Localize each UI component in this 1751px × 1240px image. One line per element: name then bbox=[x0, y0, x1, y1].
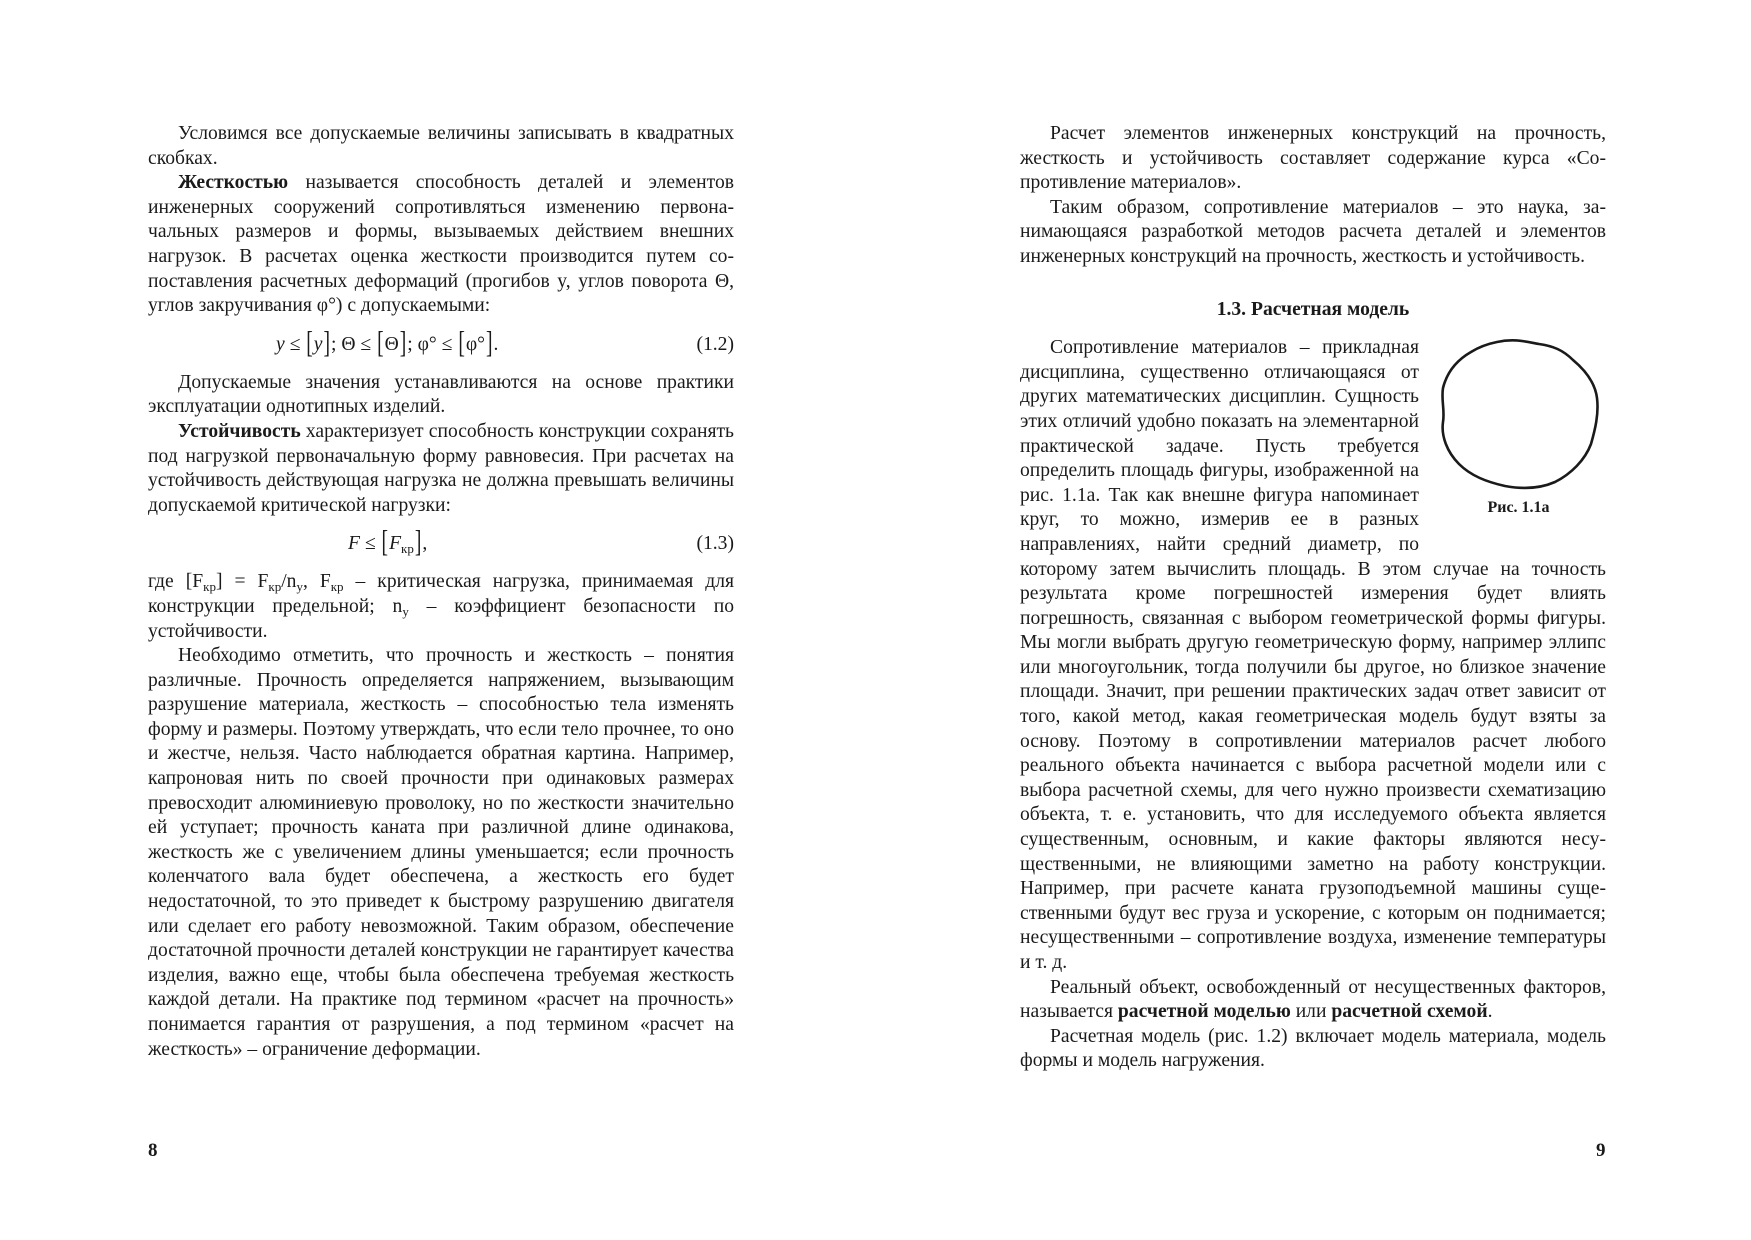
paragraph-strength-vs-stiffness: Необходимо отметить, что прочность и жесткость – понятия различные. Прочность определяется напряжением, вызывающим разрушение материала, жесткость – способностью тела изменять форму и размеры. Поэтому утверждать, что если тело прочнее, то оно и жестче, нельзя. Часто наблюдается обратная картина. Например, капроновая нить по своей прочности при одинаковых размерах превосходит алюминиевую проволоку, но по жесткости значительно ей уступает; прочность каната при различной длине одинакова, жесткость же с увеличением длины уменьшается; если прочность коленчатого вала будет обеспечена, а жесткость его будет недостаточной, то это приведет к быстрому разрушению двигателя или сделает его работу невозможной. Таким образом, обеспечение достаточной прочности деталей конструкции не гарантирует качества изделия, важно еще, чтобы была обеспечена требуемая жесткость каждой детали. На практике под термином «расчет на прочность» понимается гарантия от разрушения, а под термином «расчет на жесткость» – ограничение деформации. bbox=[148, 645, 734, 1060]
formula-1-3 bbox=[148, 524, 734, 564]
irregular-circle-figure bbox=[1435, 336, 1601, 491]
paragraph-stability: Устойчивость характеризует способность конструкции сохранять под нагрузкой первоначальную форму равновесия. При расчетах на устойчивость действующая нагрузка не должна превышать величины допускаемой критической нагрузки: bbox=[148, 420, 734, 516]
left-page bbox=[148, 122, 734, 1062]
page-number-left: 8 bbox=[148, 1140, 158, 1161]
term-stiffness: Жесткостью bbox=[178, 172, 289, 194]
paragraph-course-content: Расчет элементов инженерных конструкций на прочность, жесткость и устойчивость составляет содержание курса «Сопротивление материалов». bbox=[1020, 123, 1606, 194]
term-stability: Устойчивость bbox=[178, 420, 301, 442]
page-number-right: 9 bbox=[1596, 1140, 1606, 1161]
paragraph-definition-science: Таким образом, сопротивление материалов – это наука, занимающаяся разработкой методов расчета деталей и элементов инженерных конструкций на прочность, жесткость и устойчивость. bbox=[1020, 196, 1606, 267]
paragraph-stiffness: Жесткостью называется способность деталей и элементов инженерных сооружений сопротивляться изменению первоначальных размеров и формы, вызываемых действием внешних нагрузок. В расчетах оценка жесткости производится путем сопоставления расчетных деформаций (прогибов y, углов поворота Θ, углов закручивания φ°) с допускаемыми: bbox=[148, 172, 734, 317]
paragraph-brackets-convention: Условимся все допускаемые величины записывать в квадратных скобках. bbox=[148, 123, 734, 169]
figure-caption: Рис. 1.1а bbox=[1487, 499, 1550, 517]
paragraph-design-model-components: Расчетная модель (рис. 1.2) включает модель материала, модель формы и модель нагружения. bbox=[1020, 1025, 1606, 1072]
term-design-model: расчетной моделью bbox=[1117, 1001, 1291, 1023]
formula-1-2-expression: y ≤ [y]; Θ ≤ [Θ]; φ° ≤ [φ°]. bbox=[276, 327, 499, 361]
paragraph-critical-load-definition: где $[F_{кр}] = F_{кр}/n_у$, $F_{кр}$ – критическая нагрузка, принимаемая для конструкции предельной; $n_у$ – коэффициент безопасности по устойчивости. bbox=[148, 571, 734, 642]
formula-1-2-number: (1.2) bbox=[696, 333, 734, 355]
section-title: 1.3. Расчетная модель bbox=[1216, 298, 1410, 320]
formula-1-3-expression: $F \le [F_{кр}]$, bbox=[348, 527, 428, 560]
figure-1-1a bbox=[1431, 336, 1606, 541]
paragraph-design-model-definition: Реальный объект, освобожденный от несущественных факторов, называется расчетной моделью или расчетной схемой. bbox=[1020, 976, 1606, 1023]
right-page bbox=[1020, 122, 1606, 1074]
formula-1-2 bbox=[148, 325, 734, 365]
term-design-scheme: расчетной схемой bbox=[1331, 1001, 1488, 1023]
paragraph-area-example: Сопротивление материалов – прикладная дисциплина, существенно отличающаяся от других математических дисциплин. Сущность этих отличий удобно показать на элементарной практической задаче. Пусть требуется определить площадь фигуры, изображенной на рис. 1.1а. Так как внешне фигура напоминает круг, то можно, измерив ее в разных направлениях, найти средний диаметр, по которому затем вычислить площадь. В этом случае на точность результата кроме погрешностей измерения будет влиять погрешность, связанная с выбором геометрической формы фигуры. Мы могли выбрать другую геометрическую форму, например эллипс или многоугольник, тогда получили бы другое, но близкое значение площади. Значит, при решении практических задач ответ зависит от того, какой метод, какая геометрическая модель будут взяты за основу. Поэтому в сопротивлении материалов расчет любого реального объекта начинается с выбора расчетной модели или с выбора расчетной схемы, для чего нужно произвести схематизацию объекта, т. е. установить, что для исследуемого объекта является существенным, основным, и какие факторы являются несущественными, не влияющими заметно на работу конструкции. Например, при расчете каната грузоподъемной машины существенными будут вес груза и ускорение, с которым он поднимается; несущественными – сопротивление воздуха, изменение температуры и т. д. bbox=[1020, 337, 1606, 973]
paragraph-allowable-values: Допускаемые значения устанавливаются на основе практики эксплуатации однотипных изделий. bbox=[148, 371, 734, 418]
formula-1-3-number: (1.3) bbox=[696, 533, 734, 555]
